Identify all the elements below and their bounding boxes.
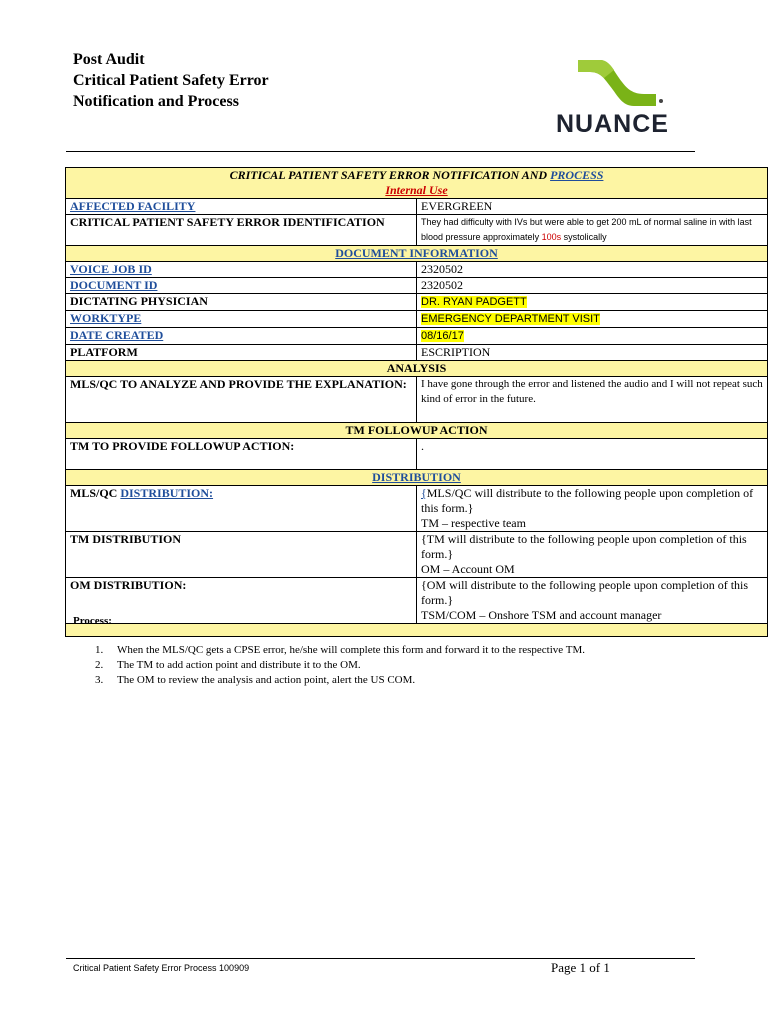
worktype-label: WORKTYPE — [70, 311, 142, 325]
worktype-row — [66, 311, 768, 328]
footer-divider — [66, 958, 695, 959]
cpse-form-table — [65, 167, 768, 637]
om-distribution-line2: TSM/COM – Onshore TSM and account manager — [421, 608, 662, 622]
voice-job-id-label: VOICE JOB ID — [70, 262, 152, 276]
process-title: Process: — [73, 615, 112, 627]
mls-distribution-line2: TM – respective team — [421, 516, 526, 530]
nuance-logo-text: NUANCE — [556, 110, 669, 138]
date-created-value: 08/16/17 — [421, 330, 464, 342]
dictating-physician-value: DR. RYAN PADGETT — [421, 296, 527, 308]
om-distribution-row — [66, 578, 768, 624]
platform-value: ESCRIPTION — [421, 345, 491, 359]
voice-job-id-row — [66, 262, 768, 278]
process-step-number: 2. — [95, 659, 104, 671]
footer-document-id: Critical Patient Safety Error Process 100909 — [73, 963, 250, 973]
process-step — [73, 643, 585, 658]
process-step-number: 3. — [95, 674, 104, 686]
document-title — [73, 49, 269, 112]
title-line-3: Notification and Process — [73, 93, 239, 110]
mls-distribution-brace: { — [421, 486, 427, 500]
tm-followup-value: . — [421, 439, 424, 453]
process-step-text: The TM to add action point and distribute it to the OM. — [117, 659, 361, 671]
platform-row — [66, 345, 768, 361]
voice-job-id-value: 2320502 — [421, 262, 463, 276]
form-footer-band-row — [66, 624, 768, 637]
affected-facility-row — [66, 199, 768, 215]
document-information-heading: DOCUMENT INFORMATION — [335, 246, 498, 260]
mls-distribution-line1: MLS/QC will distribute to the following people upon completion of this form.} — [421, 486, 754, 515]
om-distribution-line1: {OM will distribute to the following people upon completion of this form.} — [421, 578, 749, 607]
cpse-identification-row — [66, 215, 768, 246]
document-id-value: 2320502 — [421, 278, 463, 292]
worktype-value: EMERGENCY DEPARTMENT VISIT — [421, 313, 600, 325]
affected-facility-label: AFFECTED FACILITY — [70, 199, 196, 213]
title-line-1: Post Audit — [73, 51, 145, 68]
nuance-swoosh-icon — [548, 52, 688, 112]
analysis-value: I have gone through the error and listened the audio and I will not repeat such kind of error in the future. — [421, 378, 763, 405]
cpse-value-highlight: 100s — [541, 232, 562, 242]
document-id-row — [66, 278, 768, 294]
tm-distribution-label: TM DISTRIBUTION — [70, 532, 182, 546]
cpse-value-part1: They had difficulty with IVs but were able to get 200 mL of normal saline in with last blood pressure approximately — [421, 217, 752, 242]
tm-followup-band-row — [66, 423, 768, 439]
form-footer-band — [66, 624, 768, 637]
title-line-2: Critical Patient Safety Error — [73, 72, 269, 89]
tm-followup-label: TM TO PROVIDE FOLLOWUP ACTION: — [70, 439, 295, 453]
cpse-value-part2: systolically — [561, 232, 607, 242]
affected-facility-value: EVERGREEN — [421, 199, 493, 213]
analysis-band-row — [66, 361, 768, 377]
process-step — [73, 658, 585, 673]
doc-info-band-row — [66, 246, 768, 262]
mls-distribution-label-link: DISTRIBUTION: — [120, 486, 214, 500]
process-step — [73, 673, 585, 688]
analysis-label: MLS/QC TO ANALYZE AND PROVIDE THE EXPLANATION: — [70, 377, 407, 391]
distribution-band-row — [66, 470, 768, 486]
tm-distribution-row — [66, 532, 768, 578]
tm-followup-heading: TM FOLLOWUP ACTION — [345, 423, 488, 437]
mls-distribution-label-prefix: MLS/QC — [70, 486, 121, 500]
dictating-physician-row — [66, 294, 768, 311]
tm-distribution-line1: {TM will distribute to the following people upon completion of this form.} — [421, 532, 747, 561]
tm-distribution-line2: OM – Account OM — [421, 562, 515, 576]
distribution-heading: DISTRIBUTION — [372, 470, 461, 484]
form-header-title: CRITICAL PATIENT SAFETY ERROR NOTIFICATION AND — [229, 168, 551, 182]
analysis-heading: ANALYSIS — [386, 361, 447, 375]
process-step-text: The OM to review the analysis and action point, alert the US COM. — [117, 674, 416, 686]
om-distribution-label: OM DISTRIBUTION: — [70, 578, 187, 592]
dictating-physician-label: DICTATING PHYSICIAN — [70, 294, 208, 308]
cpse-identification-label: CRITICAL PATIENT SAFETY ERROR IDENTIFICATION — [70, 215, 385, 229]
form-header-cell — [66, 168, 768, 199]
process-step-number: 1. — [95, 644, 104, 656]
footer-page-number: Page 1 of 1 — [551, 960, 610, 975]
process-steps-list — [73, 643, 585, 688]
date-created-row — [66, 328, 768, 345]
mls-distribution-row — [66, 486, 768, 532]
process-step-text: When the MLS/QC gets a CPSE error, he/she will complete this form and forward it to the respective TM. — [117, 644, 585, 656]
form-header-row — [66, 168, 768, 199]
form-header-process: PROCESS — [550, 168, 604, 182]
tm-followup-row — [66, 439, 768, 470]
analysis-row — [66, 377, 768, 423]
internal-use-label: Internal Use — [385, 183, 448, 197]
header-divider — [66, 151, 695, 152]
date-created-label: DATE CREATED — [70, 328, 164, 342]
platform-label: PLATFORM — [70, 345, 138, 359]
document-id-label: DOCUMENT ID — [70, 278, 158, 292]
